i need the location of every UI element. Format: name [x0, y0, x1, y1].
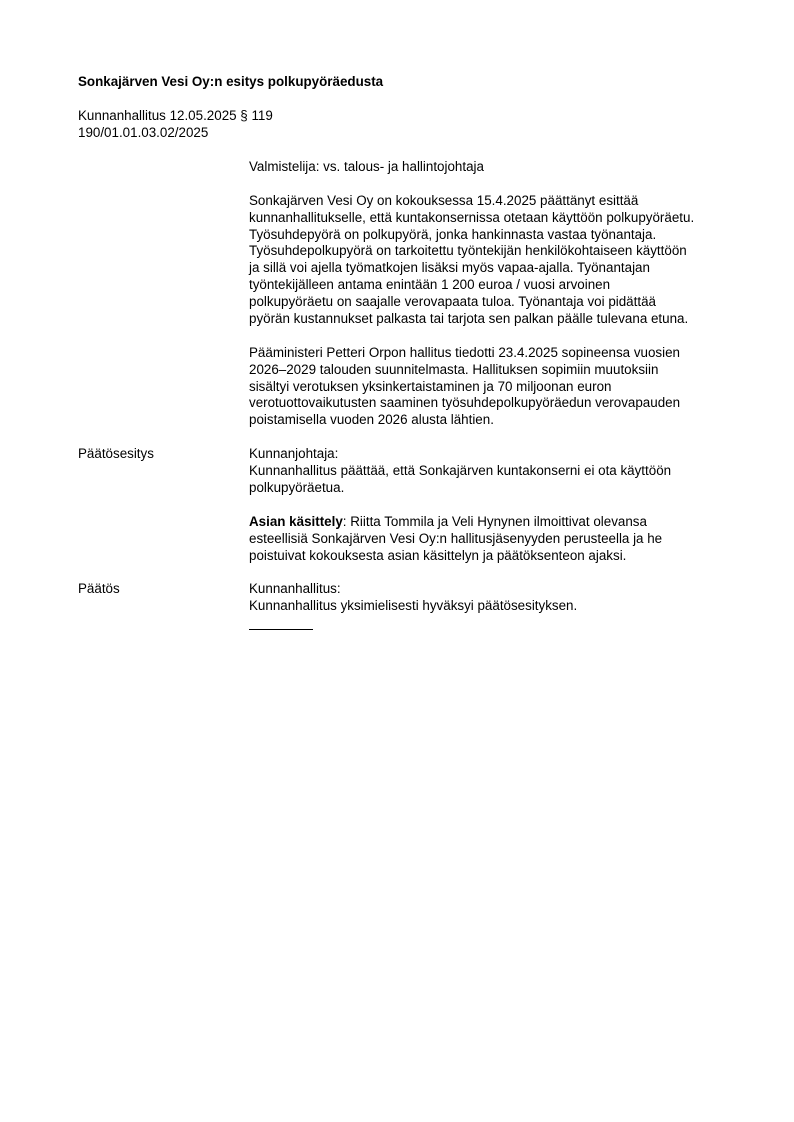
paragraph-line: 2026–2029 talouden suunnitelmasta. Hallituksen sopimiin muutoksiin [249, 361, 659, 377]
preparer-text: Valmistelija: vs. talous- ja hallintojohtaja [249, 159, 484, 174]
paragraph-line: sisältyi verotuksen yksinkertaistaminen ja 70 miljoonan euron [249, 378, 612, 394]
meeting-reference: Kunnanhallitus 12.05.2025 § 119 [78, 108, 273, 123]
proposal-section [249, 446, 749, 496]
proposal-speaker: Kunnanjohtaja: [249, 446, 339, 461]
paragraph-line: poistamisella vuoden 2026 alusta lähtien. [249, 412, 494, 428]
decision-label: Päätös [78, 581, 120, 596]
paragraph-line: Pääministeri Petteri Orpon hallitus tiedotti 23.4.2025 sopineensa vuosien [249, 345, 680, 360]
paragraph-government-decision [249, 345, 749, 429]
handling-line: poistuivat kokouksesta asian käsittelyn ja päätöksenteon ajaksi. [249, 547, 627, 563]
paragraph-line: Työsuhdepolkupyörä on tarkoitettu työntekijän henkilökohtaiseen käyttöön [249, 243, 687, 259]
preparer-line [249, 159, 749, 176]
handling-line: esteellisiä Sonkajärven Vesi Oy:n hallitusjäsenyyden perusteella ja he [249, 530, 663, 546]
paragraph-line: verotuottovaikutusten saaminen työsuhdepolkupyöräedun verovapauden [249, 395, 681, 411]
paragraph-line: ja sillä voi ajella työmatkojen lisäksi myös vapaa-ajalla. Työnantajan [249, 260, 650, 276]
record-number: 190/01.01.03.02/2025 [78, 124, 209, 140]
decision-section [249, 581, 749, 615]
document-title: Sonkajärven Vesi Oy:n esitys polkupyöräedusta [78, 74, 384, 89]
handling-section [249, 514, 749, 564]
proposal-label: Päätösesitys [78, 446, 154, 461]
section-end-rule [249, 629, 313, 630]
decision-speaker: Kunnanhallitus: [249, 581, 341, 596]
meeting-meta [78, 108, 273, 142]
paragraph-line: pyörän kustannukset palkasta tai tarjota sen palkan päälle tulevana etuna. [249, 310, 689, 326]
handling-first-line-text: : Riitta Tommila ja Veli Hynynen ilmoittivat olevansa [342, 514, 647, 529]
paragraph-proposal-background [249, 193, 749, 327]
handling-label: Asian käsittely [249, 514, 343, 529]
proposal-line: polkupyöräetua. [249, 479, 345, 495]
paragraph-line: Sonkajärven Vesi Oy on kokouksessa 15.4.2025 päättänyt esittää [249, 193, 639, 208]
paragraph-line: kunnanhallitukselle, että kuntakonsernissa otetaan käyttöön polkupyöräetu. [249, 209, 695, 225]
decision-text: Kunnanhallitus yksimielisesti hyväksyi päätösesityksen. [249, 597, 578, 613]
proposal-line: Kunnanhallitus päättää, että Sonkajärven kuntakonserni ei ota käyttöön [249, 462, 672, 478]
handling-first-line [249, 514, 749, 531]
paragraph-line: työntekijälleen antama enintään 1 200 euroa / vuosi arvoinen [249, 276, 611, 292]
paragraph-line: Työsuhdepyörä on polkupyörä, jonka hankinnasta vastaa työnantaja. [249, 226, 657, 242]
paragraph-line: polkupyöräetu on saajalle verovapaata tuloa. Työnantaja voi pidättää [249, 293, 656, 309]
